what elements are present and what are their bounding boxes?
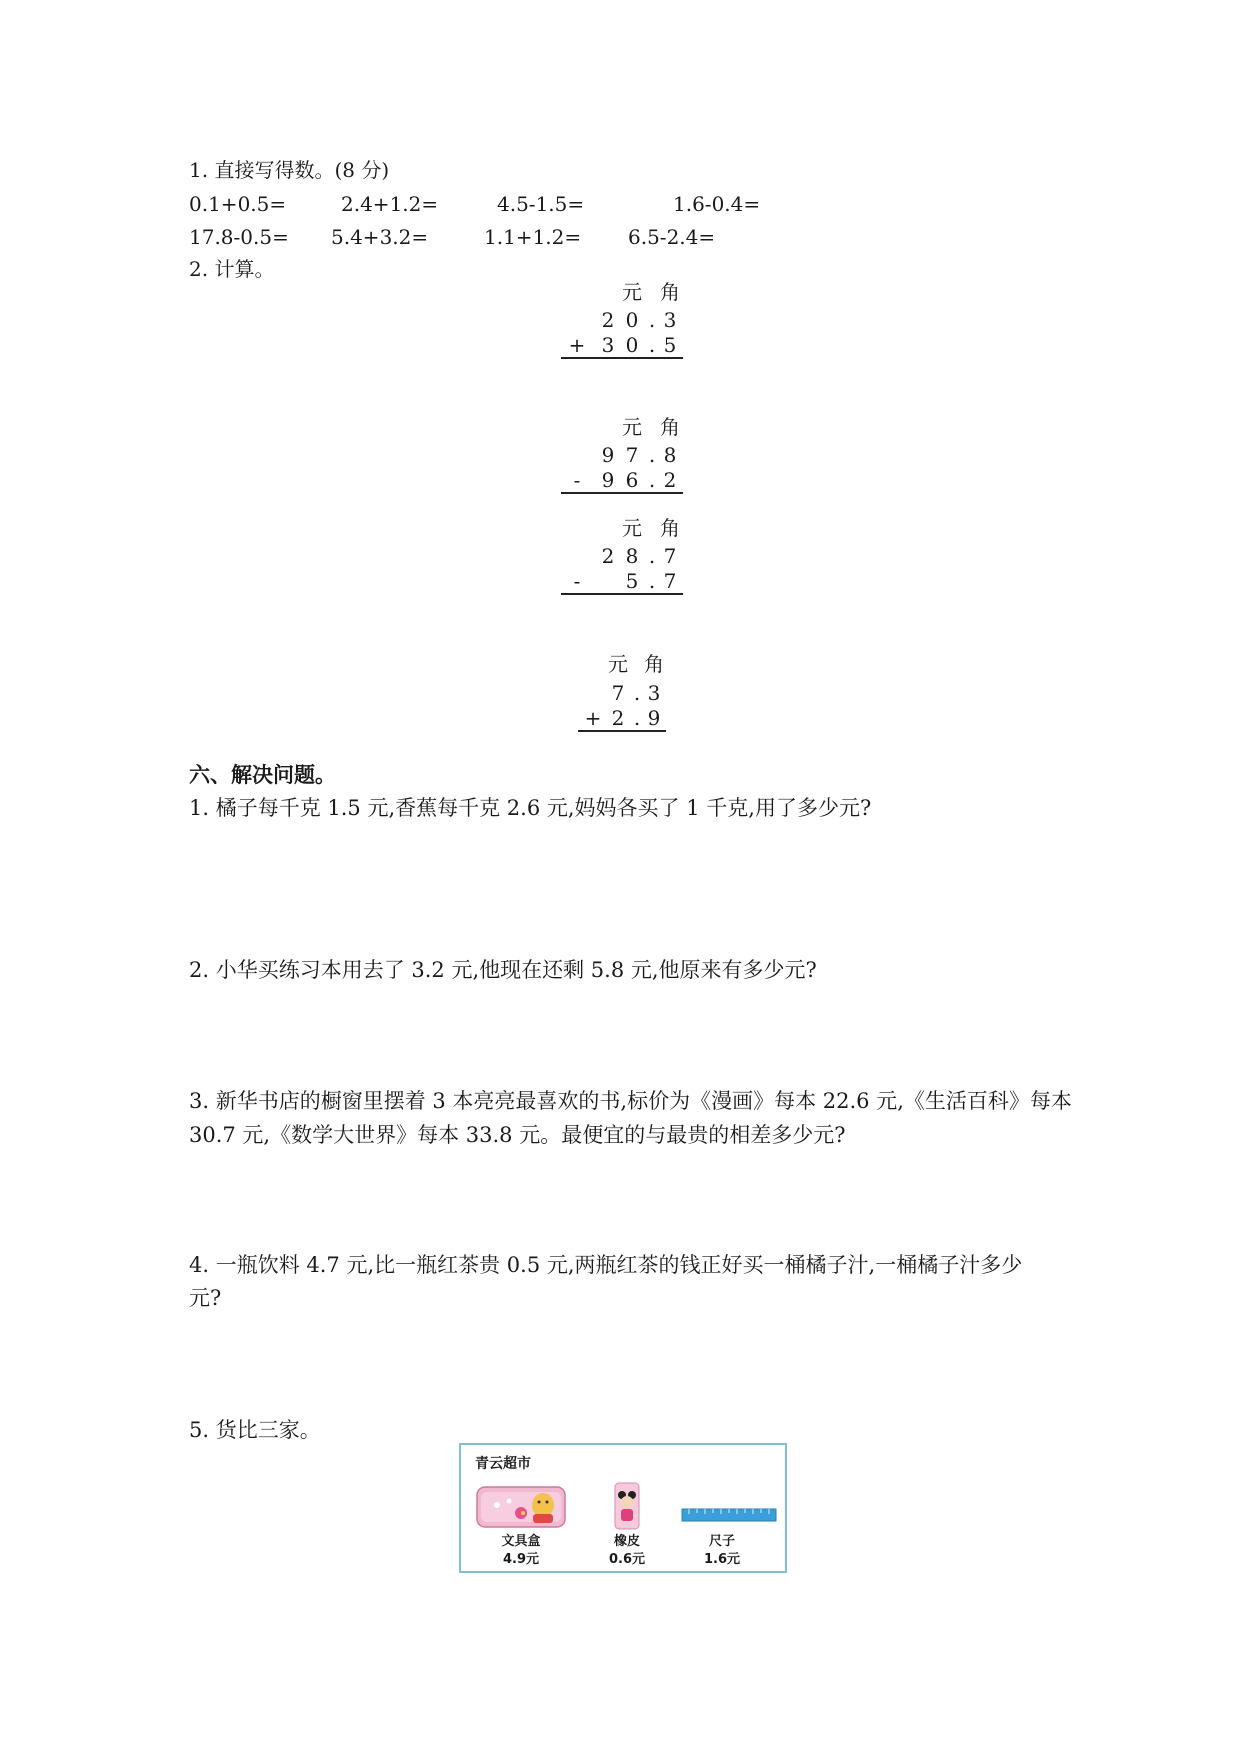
section2-title: 2. 计算。	[189, 257, 275, 281]
jiao-header: 角	[660, 415, 680, 439]
oral-calc-item: 2.4+1.2=	[341, 192, 439, 216]
oral-calc-item: 17.8-0.5=	[189, 225, 289, 249]
pencil-case-icon	[475, 1483, 567, 1531]
digit: 7	[663, 569, 677, 593]
item-name: 橡皮	[613, 1534, 640, 1549]
digit: 5	[625, 569, 639, 593]
oral-calc-item: 4.5-1.5=	[497, 192, 585, 216]
decimal-point: .	[648, 468, 656, 492]
oral-calc-item: 5.4+3.2=	[331, 225, 429, 249]
digit: 3	[601, 333, 615, 357]
ruler-icon	[681, 1507, 777, 1523]
sum-line	[561, 357, 683, 359]
shop-price-card	[459, 1443, 787, 1573]
decimal-point: .	[648, 333, 656, 357]
item-name: 尺子	[708, 1534, 735, 1549]
sum-line	[578, 730, 666, 732]
digit: 9	[601, 468, 615, 492]
oral-calc-item: 6.5-2.4=	[628, 225, 716, 249]
section1-title: 1. 直接写得数。(8 分)	[189, 158, 390, 182]
digit: 9	[601, 443, 615, 467]
jiao-header: 角	[660, 516, 680, 540]
word-problem-4-line1: 4. 一瓶饮料 4.7 元,比一瓶红茶贵 0.5 元,两瓶红茶的钱正好买一桶橘子汁,一桶橘子汁多少	[189, 1253, 1023, 1277]
plus-operator: +	[584, 706, 602, 730]
decimal-point: .	[648, 544, 656, 568]
oral-calc-item: 1.1+1.2=	[484, 225, 582, 249]
digit: 2	[601, 308, 615, 332]
digit: 7	[663, 544, 677, 568]
digit: 3	[647, 681, 661, 705]
digit: 2	[601, 544, 615, 568]
digit: 2	[663, 468, 677, 492]
result-line	[561, 593, 683, 595]
digit: 2	[611, 706, 625, 730]
word-problem-3-line2: 30.7 元,《数学大世界》每本 33.8 元。最便宜的与最贵的相差多少元?	[189, 1123, 846, 1147]
yuan-header: 元	[622, 415, 642, 439]
minus-operator: -	[573, 569, 581, 593]
item-price: 1.6元	[703, 1552, 741, 1567]
decimal-point: .	[648, 569, 656, 593]
digit: 9	[647, 706, 661, 730]
word-problem-3-line1: 3. 新华书店的橱窗里摆着 3 本亮亮最喜欢的书,标价为《漫画》每本 22.6 元,《生活百科》每本	[189, 1089, 1072, 1113]
digit: 0	[625, 308, 639, 332]
digit: 8	[625, 544, 639, 568]
decimal-point: .	[633, 681, 641, 705]
item-price: 4.9元	[502, 1552, 540, 1567]
digit: 7	[611, 681, 625, 705]
jiao-header: 角	[660, 280, 680, 304]
shop-name: 青云超市	[475, 1456, 531, 1472]
oral-calc-item: 1.6-0.4=	[673, 192, 761, 216]
section6-title: 六、解决问题。	[189, 763, 336, 787]
word-problem-2: 2. 小华买练习本用去了 3.2 元,他现在还剩 5.8 元,他原来有多少元?	[189, 958, 817, 982]
word-problem-5: 5. 货比三家。	[189, 1418, 321, 1442]
word-problem-4-line2: 元?	[189, 1286, 222, 1310]
plus-operator: +	[568, 333, 586, 357]
item-name: 文具盒	[501, 1534, 541, 1549]
digit: 0	[625, 333, 639, 357]
item-price: 0.6元	[608, 1552, 646, 1567]
eraser-icon	[613, 1481, 641, 1531]
yuan-header: 元	[608, 652, 628, 676]
yuan-header: 元	[622, 516, 642, 540]
yuan-header: 元	[622, 280, 642, 304]
result-line	[561, 492, 683, 494]
oral-calc-item: 0.1+0.5=	[189, 192, 287, 216]
decimal-point: .	[648, 308, 656, 332]
word-problem-1: 1. 橘子每千克 1.5 元,香蕉每千克 2.6 元,妈妈各买了 1 千克,用了多少元?	[189, 796, 872, 820]
digit: 3	[663, 308, 677, 332]
decimal-point: .	[633, 706, 641, 730]
digit: 8	[663, 443, 677, 467]
digit: 7	[625, 443, 639, 467]
decimal-point: .	[648, 443, 656, 467]
digit: 5	[663, 333, 677, 357]
digit: 6	[625, 468, 639, 492]
jiao-header: 角	[644, 652, 664, 676]
minus-operator: -	[573, 468, 581, 492]
